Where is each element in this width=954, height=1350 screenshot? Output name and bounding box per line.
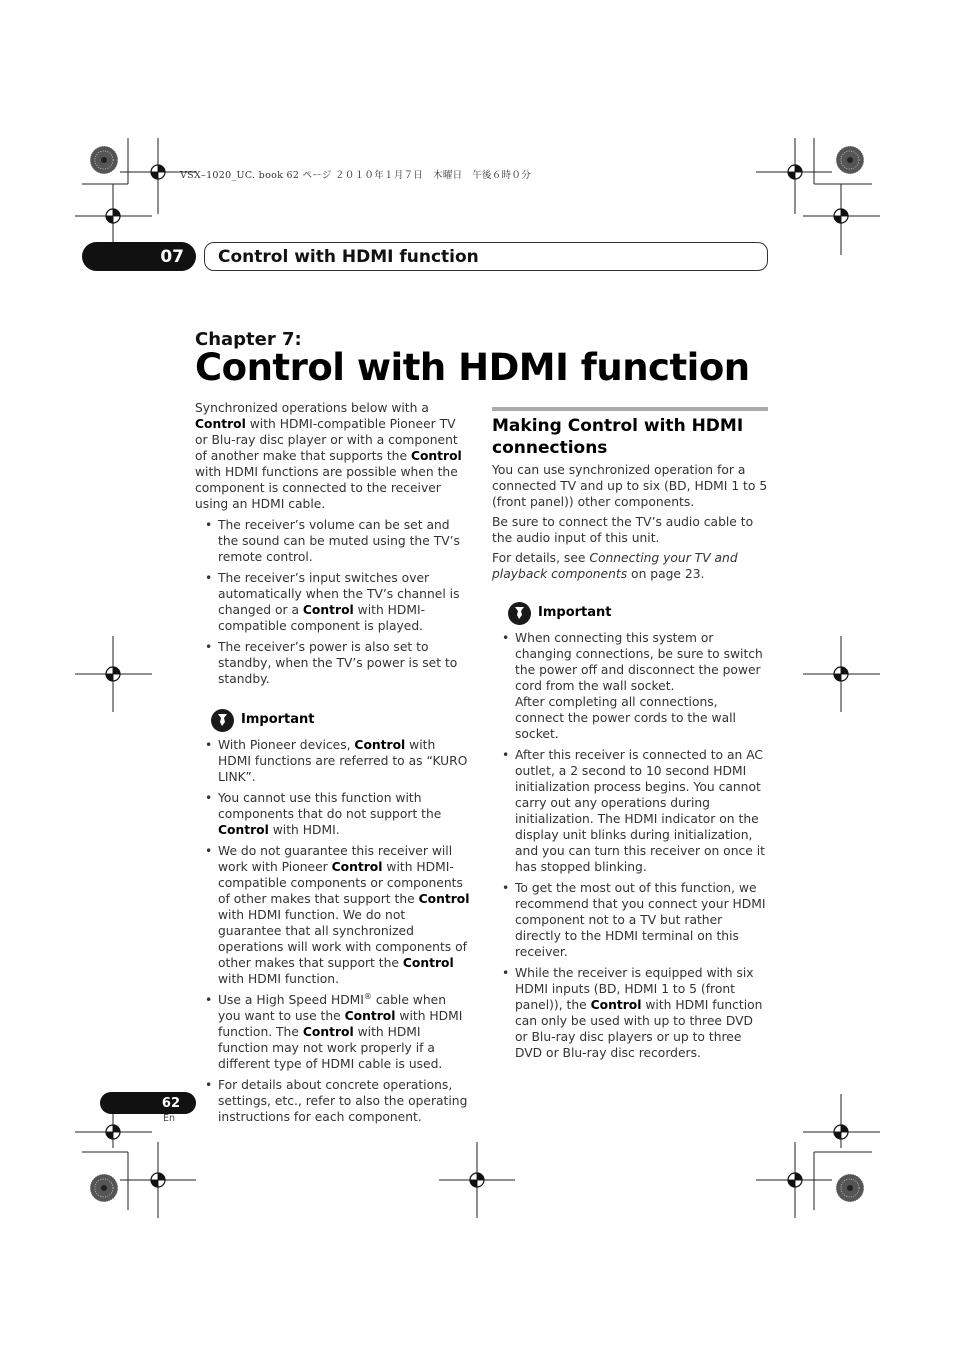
left-column [195, 400, 470, 1125]
page-number-badge [100, 1092, 196, 1114]
feature-list [195, 517, 470, 687]
running-header-title: Control with HDMI function [218, 246, 479, 267]
important-list [492, 630, 768, 1061]
important-icon [211, 709, 234, 732]
intro-paragraph: Synchronized operations below with a Control with HDMI-compatible Pioneer TV or Blu-ray disc player or with a component of another make that supports the Control with HDMI functions are possible when the component is connected to the receiver using an HDMI cable. [195, 401, 462, 511]
important-label: Important [538, 605, 612, 620]
list-item: • You cannot use this function with components that do not support the Control with HDMI. [195, 790, 470, 838]
cross-reference: Connecting your TV and playback components [492, 551, 738, 581]
chapter-label: Chapter 7: [195, 329, 302, 350]
list-item: • We do not guarantee this receiver will work with Pioneer Control with HDMI-compatible components or components of other makes that support the Control with HDMI function. We do not guarantee that all synchronized operations will work with components of other makes that support the Control with HDMI function. [195, 843, 470, 987]
right-column [492, 407, 768, 1061]
important-list [195, 737, 470, 1125]
list-item: • With Pioneer devices, Control with HDMI functions are referred to as “KURO LINK”. [195, 737, 470, 785]
section-title: Making Control with HDMI connections [492, 416, 744, 458]
paragraph: You can use synchronized operation for a connected TV and up to six (BD, HDMI 1 to 5 (front panel)) other components. [492, 463, 768, 509]
list-item: • For details about concrete operations, settings, etc., refer to also the operating instructions for each component. [195, 1077, 470, 1125]
chapter-number-badge [82, 242, 196, 271]
list-item: • To get the most out of this function, we recommend that you connect your HDMI component not to a TV but rather directly to the HDMI terminal on this receiver. [492, 880, 768, 960]
list-item: • The receiver’s power is also set to standby, when the TV’s power is set to standby. [195, 639, 470, 687]
important-label: Important [241, 712, 315, 727]
important-heading [195, 707, 470, 733]
chapter-number: 07 [160, 246, 184, 267]
paragraph: Be sure to connect the TV’s audio cable to the audio input of this unit. [492, 515, 754, 545]
list-item: • While the receiver is equipped with six HDMI inputs (BD, HDMI 1 to 5 (front panel)), the Control with HDMI function can only be used with up to three DVD or Blu-ray disc players or up to three DVD or Blu-ray disc recorders. [492, 965, 768, 1061]
section-rule [492, 407, 768, 411]
important-heading [492, 600, 768, 626]
print-info-line: VSX–1020_UC. book 62 ページ ２０１０年１月７日 木曜日 午後６時０分 [180, 170, 532, 181]
list-item: • Use a High Speed HDMI® cable when you want to use the Control with HDMI function. The Control with HDMI function may not work properly if a different type of HDMI cable is used. [195, 992, 470, 1072]
list-item: • After this receiver is connected to an AC outlet, a 2 second to 10 second HDMI initialization process begins. You cannot carry out any operations during initialization. The HDMI indicator on the display unit blinks during initialization, and you can turn this receiver on once it has stopped blinking. [492, 747, 768, 875]
list-item: • The receiver’s volume can be set and the sound can be muted using the TV’s remote control. [195, 517, 470, 565]
page-language: En [163, 1113, 176, 1124]
list-item: • The receiver’s input switches over automatically when the TV’s channel is changed or a Control with HDMI-compatible component is played. [195, 570, 470, 634]
running-header [204, 242, 768, 271]
paragraph: For details, see Connecting your TV and playback components on page 23. [492, 551, 738, 581]
chapter-title: Control with HDMI function [195, 346, 750, 389]
important-icon [508, 602, 531, 625]
list-item: • When connecting this system or changing connections, be sure to switch the power off and disconnect the power cord from the wall socket. After completing all connections, connect the power cords to the wall socket. [492, 630, 768, 742]
page-number: 62 [161, 1095, 180, 1111]
